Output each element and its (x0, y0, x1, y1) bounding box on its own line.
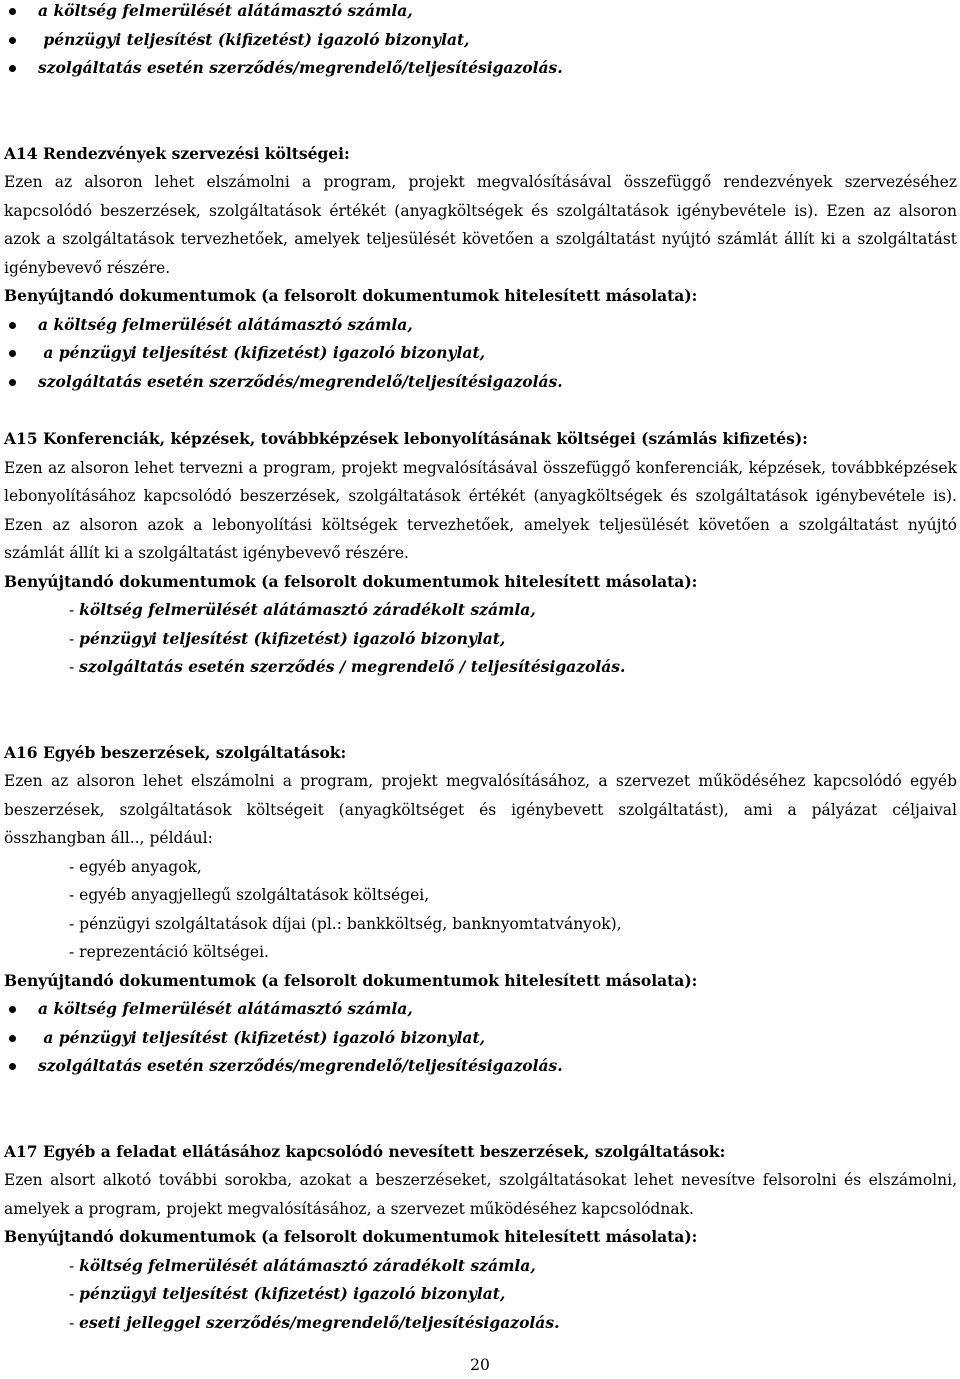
section-title: A16 Egyéb beszerzések, szolgáltatások: (4, 742, 347, 762)
section-body: Ezen az alsoron lehet tervezni a program, projekt megvalósításával összefüggő konferenciák, képzések, továbbképzések lebonyolításához kapcsolódó beszerzések, szolgáltatások értékét (anyagköltségek és szolgáltatások igénybevétele is). Ezen az alsoron azok a lebonyolítási költségek tervezhetőek, amelyek teljesülését követően a szolgáltatást nyújtó számlát állít ki a szolgáltatást igénybevevő részére. (4, 458, 957, 562)
documents-label: Benyújtandó dokumentumok (a felsorolt dokumentumok hitelesített másolata): (4, 970, 698, 990)
section-title: A15 Konferenciák, képzések, továbbképzések lebonyolításának költségei (számlás kifizetés): (4, 429, 808, 448)
list-item: a költség felmerülését alátámasztó számla, (4, 0, 957, 26)
list-item: - egyéb anyagok, (69, 857, 202, 876)
examples-list (4, 853, 957, 967)
list-item: - szolgáltatás esetén szerződés / megrendelő / teljesítésigazolás. (69, 657, 626, 676)
dash-marker: - (69, 886, 80, 904)
page-number: 20 (470, 1356, 490, 1374)
list-item: a pénzügyi teljesítést (kifizetést) igazoló bizonylat, (4, 1024, 957, 1053)
dash-marker: - (69, 943, 80, 961)
documents-label: Benyújtandó dokumentumok (a felsorolt dokumentumok hitelesített másolata): (4, 571, 698, 591)
documents-list (4, 995, 957, 1081)
bullet-icon (9, 1006, 16, 1013)
dash-marker: - (69, 658, 80, 676)
section-a16 (4, 739, 957, 1081)
list-item: a költség felmerülését alátámasztó számla, (4, 995, 957, 1024)
list-item: szolgáltatás esetén szerződés/megrendelő/teljesítésigazolás. (4, 54, 957, 83)
bullet-icon (9, 1035, 16, 1042)
bullet-icon (9, 379, 16, 386)
list-item: - költség felmerülését alátámasztó záradékolt számla, (69, 1255, 536, 1275)
section-title: A14 Rendezvények szervezési költségei: (4, 143, 350, 163)
dash-marker: - (69, 601, 80, 619)
documents-list (4, 596, 957, 682)
list-item: pénzügyi teljesítést (kifizetést) igazoló bizonylat, (4, 26, 957, 55)
documents-label: Benyújtandó dokumentumok (a felsorolt dokumentumok hitelesített másolata): (4, 1227, 698, 1246)
list-item: - reprezentáció költségei. (69, 943, 269, 961)
section-body: Ezen az alsoron lehet elszámolni a program, projekt megvalósításához, a szervezet működéséhez kapcsolódó egyéb beszerzések, szolgáltatások költségeit (anyagköltséget és igénybevett szolgáltatást), ami a pályázat céljaival összhangban áll.., például: (4, 772, 957, 847)
list-item: szolgáltatás esetén szerződés/megrendelő/teljesítésigazolás. (4, 368, 957, 397)
dash-marker: - (69, 1313, 80, 1332)
dash-marker: - (69, 629, 80, 648)
list-item: - pénzügyi szolgáltatások díjai (pl.: bankköltség, banknyomtatványok), (69, 914, 622, 933)
list-item: - eseti jelleggel szerződés/megrendelő/teljesítésigazolás. (69, 1312, 560, 1332)
section-a14 (4, 140, 957, 397)
bullet-icon (9, 65, 16, 72)
documents-label: Benyújtandó dokumentumok (a felsorolt dokumentumok hitelesített másolata): (4, 286, 698, 305)
list-item: - pénzügyi teljesítést (kifizetést) igazoló bizonylat, (69, 628, 506, 648)
dash-marker: - (69, 857, 80, 876)
section-body: Ezen az alsoron lehet elszámolni a program, projekt megvalósításával összefüggő rendezvények szervezéséhez kapcsolódó beszerzések, szolgáltatások értékét (anyagköltségek és szolgáltatások igénybevétele is). Ezen az alsoron azok a szolgáltatások tervezhetőek, amelyek teljesülését követően a szolgáltatást nyújtó számlát állít ki a szolgáltatást igénybevevő részére. (4, 173, 957, 277)
section-title: A17 Egyéb a feladat ellátásához kapcsolódó nevesített beszerzések, szolgáltatások: (4, 1141, 726, 1161)
bullet-icon (9, 350, 16, 357)
bullet-icon (9, 322, 16, 329)
list-item: - költség felmerülését alátámasztó záradékolt számla, (69, 600, 536, 619)
list-item: szolgáltatás esetén szerződés/megrendelő/teljesítésigazolás. (4, 1052, 957, 1081)
documents-list (4, 1252, 957, 1338)
bullet-icon (9, 1063, 16, 1070)
dash-marker: - (69, 914, 80, 933)
section-body: Ezen alsort alkotó további sorokba, azokat a beszerzéseket, szolgáltatásokat lehet nevesítve felsorolni és elszámolni, amelyek a program, projekt megvalósításához, a szervezet működéséhez kapcsolódnak. (4, 1171, 957, 1218)
bullet-icon (9, 8, 16, 15)
section-a17 (4, 1138, 957, 1338)
dash-marker: - (69, 1256, 80, 1275)
top-bullet-list (4, 0, 957, 83)
list-item: a pénzügyi teljesítést (kifizetést) igazoló bizonylat, (4, 339, 957, 368)
list-item: - pénzügyi teljesítést (kifizetést) igazoló bizonylat, (69, 1284, 506, 1303)
list-item: - egyéb anyagjellegű szolgáltatások költségei, (69, 886, 430, 904)
dash-marker: - (69, 1285, 80, 1303)
list-item: a költség felmerülését alátámasztó számla, (4, 311, 957, 340)
bullet-icon (9, 37, 16, 44)
document-page (4, 0, 957, 1337)
documents-list (4, 311, 957, 397)
section-a15 (4, 425, 957, 682)
